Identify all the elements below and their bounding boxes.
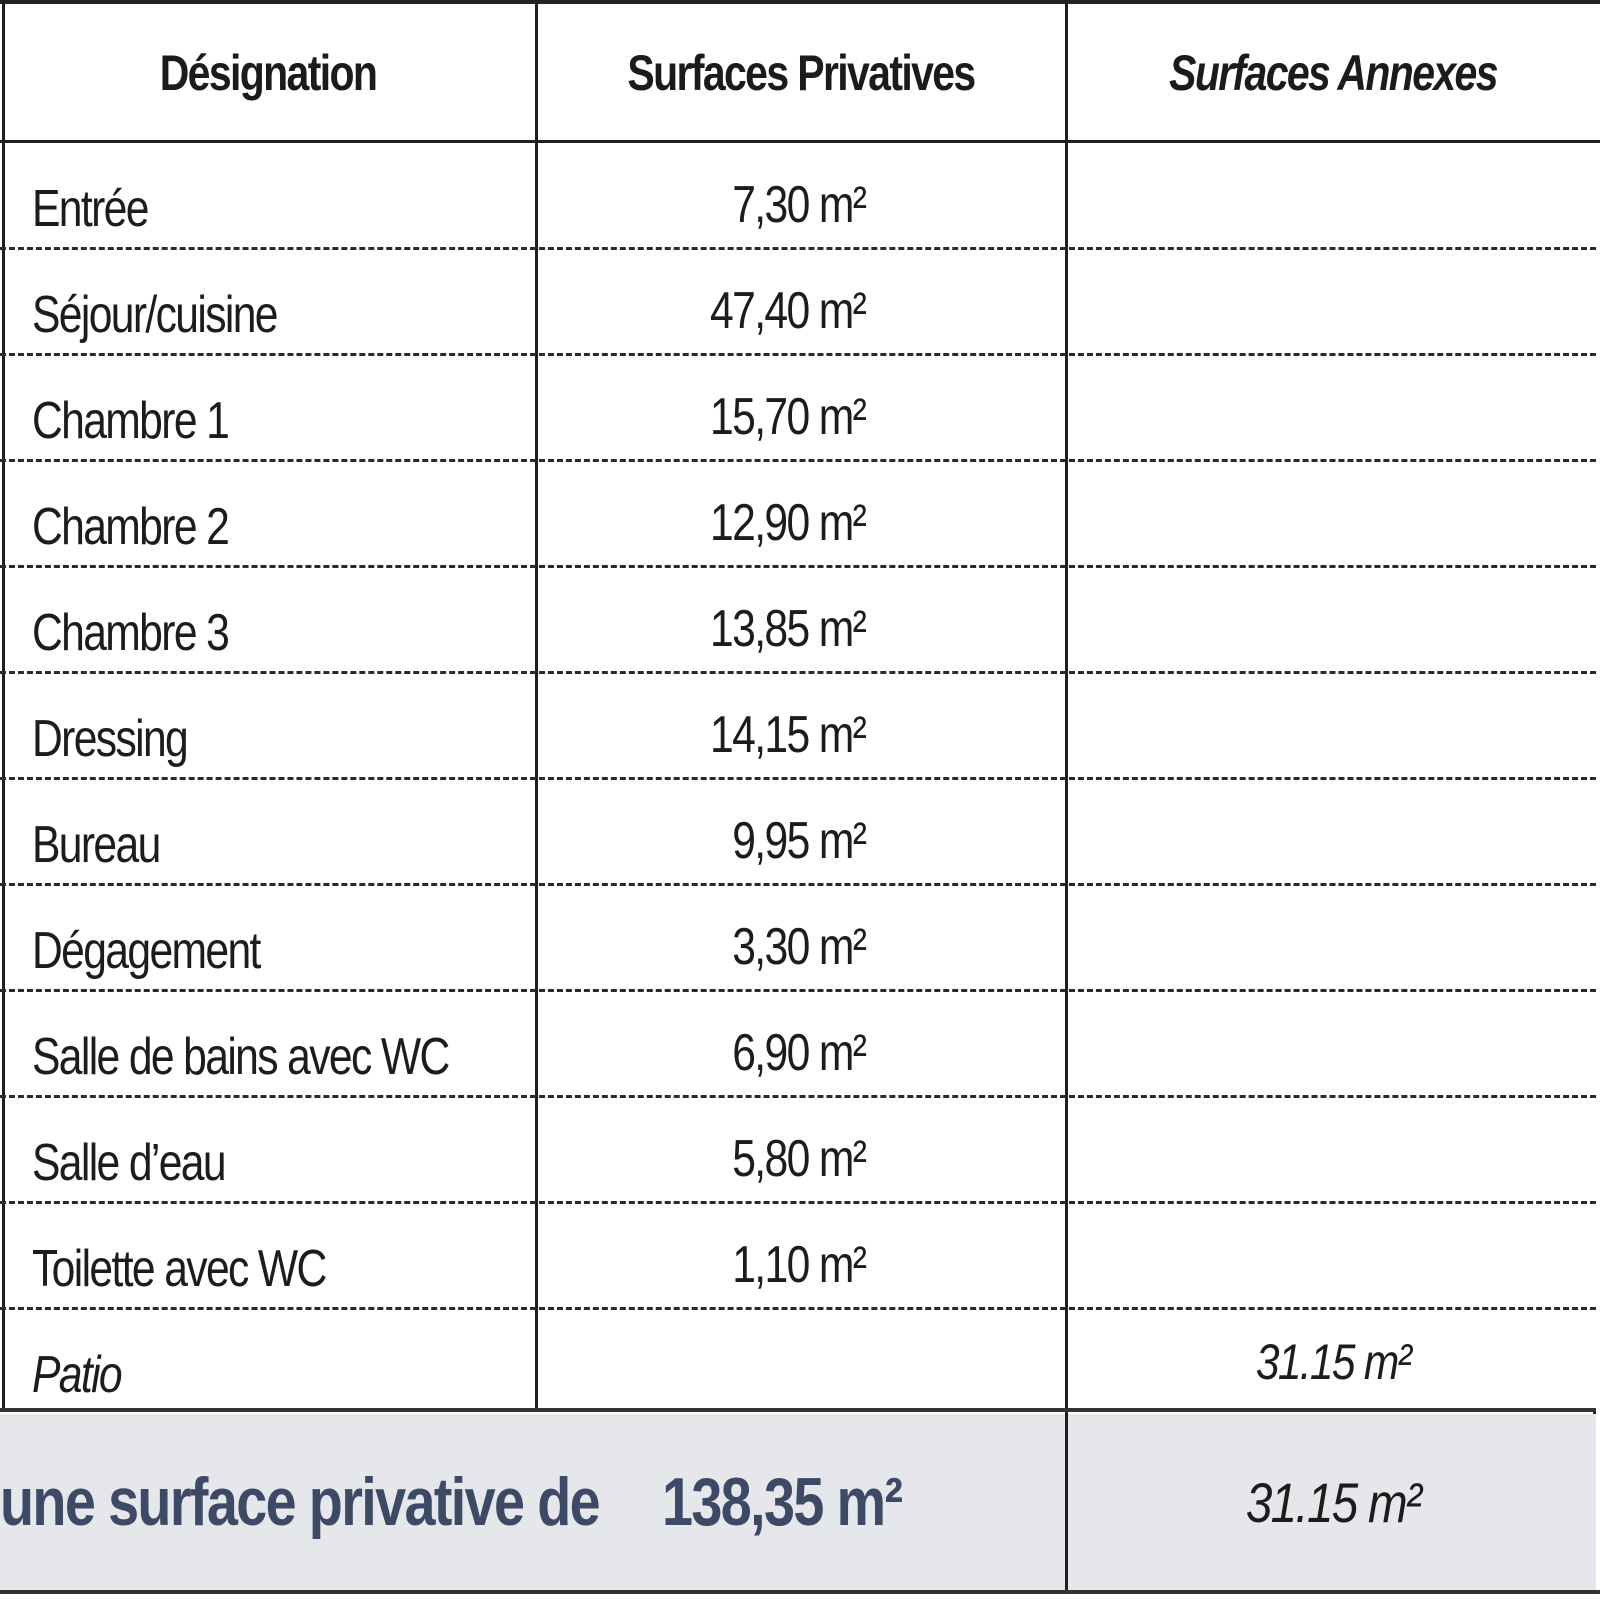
table-row [0, 1097, 1600, 1201]
total-column-divider [1065, 1412, 1068, 1592]
row-designation: Salle d’eau [32, 1134, 225, 1192]
table-row [0, 885, 1600, 989]
header-surfaces-privatives: Surfaces Privatives [627, 45, 975, 101]
row-surface-annexe [1106, 461, 1560, 565]
row-surface-annexe: 31.15 m² [1255, 1334, 1411, 1390]
table-row [0, 991, 1600, 1095]
header-surfaces-annexes: Surfaces Annexes [1169, 45, 1497, 101]
table-row [0, 1203, 1600, 1307]
row-surface-privative: 5,80 m² [731, 1130, 865, 1188]
row-surface-annexe [1106, 885, 1560, 989]
total-label: une surface privative de [0, 1464, 600, 1540]
row-surface-annexe [1106, 991, 1560, 1095]
row-surface-privative: 1,10 m² [731, 1236, 865, 1294]
row-designation: Chambre 3 [32, 604, 229, 662]
total-divider [0, 1408, 1596, 1412]
row-surface-privative: 47,40 m² [709, 282, 865, 340]
row-designation: Dégagement [32, 922, 260, 980]
row-surface-annexe [1106, 249, 1560, 353]
row-surface-annexe [1106, 143, 1560, 247]
table-row [0, 673, 1600, 777]
row-surface-privative: 12,90 m² [709, 494, 865, 552]
total-privative-value: 138,35 m² [662, 1464, 902, 1540]
total-annex-value: 31.15 m² [1245, 1470, 1421, 1534]
row-designation: Chambre 1 [32, 392, 229, 450]
row-surface-annexe [1106, 567, 1560, 671]
row-designation: Patio [32, 1346, 121, 1404]
row-surface-privative: 3,30 m² [731, 918, 865, 976]
table-row [0, 143, 1600, 247]
table-row [0, 779, 1600, 883]
row-designation: Chambre 2 [32, 498, 229, 556]
table-row [0, 1309, 1600, 1413]
row-surface-privative: 14,15 m² [709, 706, 865, 764]
table-row [0, 461, 1600, 565]
row-designation: Toilette avec WC [32, 1240, 326, 1298]
row-surface-annexe [1106, 779, 1560, 883]
row-designation: Salle de bains avec WC [32, 1028, 449, 1086]
row-surface-privative: 7,30 m² [731, 176, 865, 234]
table-bottom-border [0, 1590, 1600, 1594]
row-surface-privative: 13,85 m² [709, 600, 865, 658]
row-surface-privative: 15,70 m² [709, 388, 865, 446]
row-surface-privative: 6,90 m² [731, 1024, 865, 1082]
table-row [0, 249, 1600, 353]
header-designation: Désignation [159, 45, 377, 101]
row-designation: Dressing [32, 710, 188, 768]
row-surface-annexe [1106, 673, 1560, 777]
row-designation: Bureau [32, 816, 160, 874]
row-designation: Entrée [32, 180, 148, 238]
table-row [0, 567, 1600, 671]
table-row [0, 355, 1600, 459]
row-surface-annexe [1106, 1203, 1560, 1307]
row-designation: Séjour/cuisine [32, 286, 277, 344]
row-surface-annexe [1106, 1097, 1560, 1201]
row-surface-privative: 9,95 m² [731, 812, 865, 870]
row-surface-annexe [1106, 355, 1560, 459]
